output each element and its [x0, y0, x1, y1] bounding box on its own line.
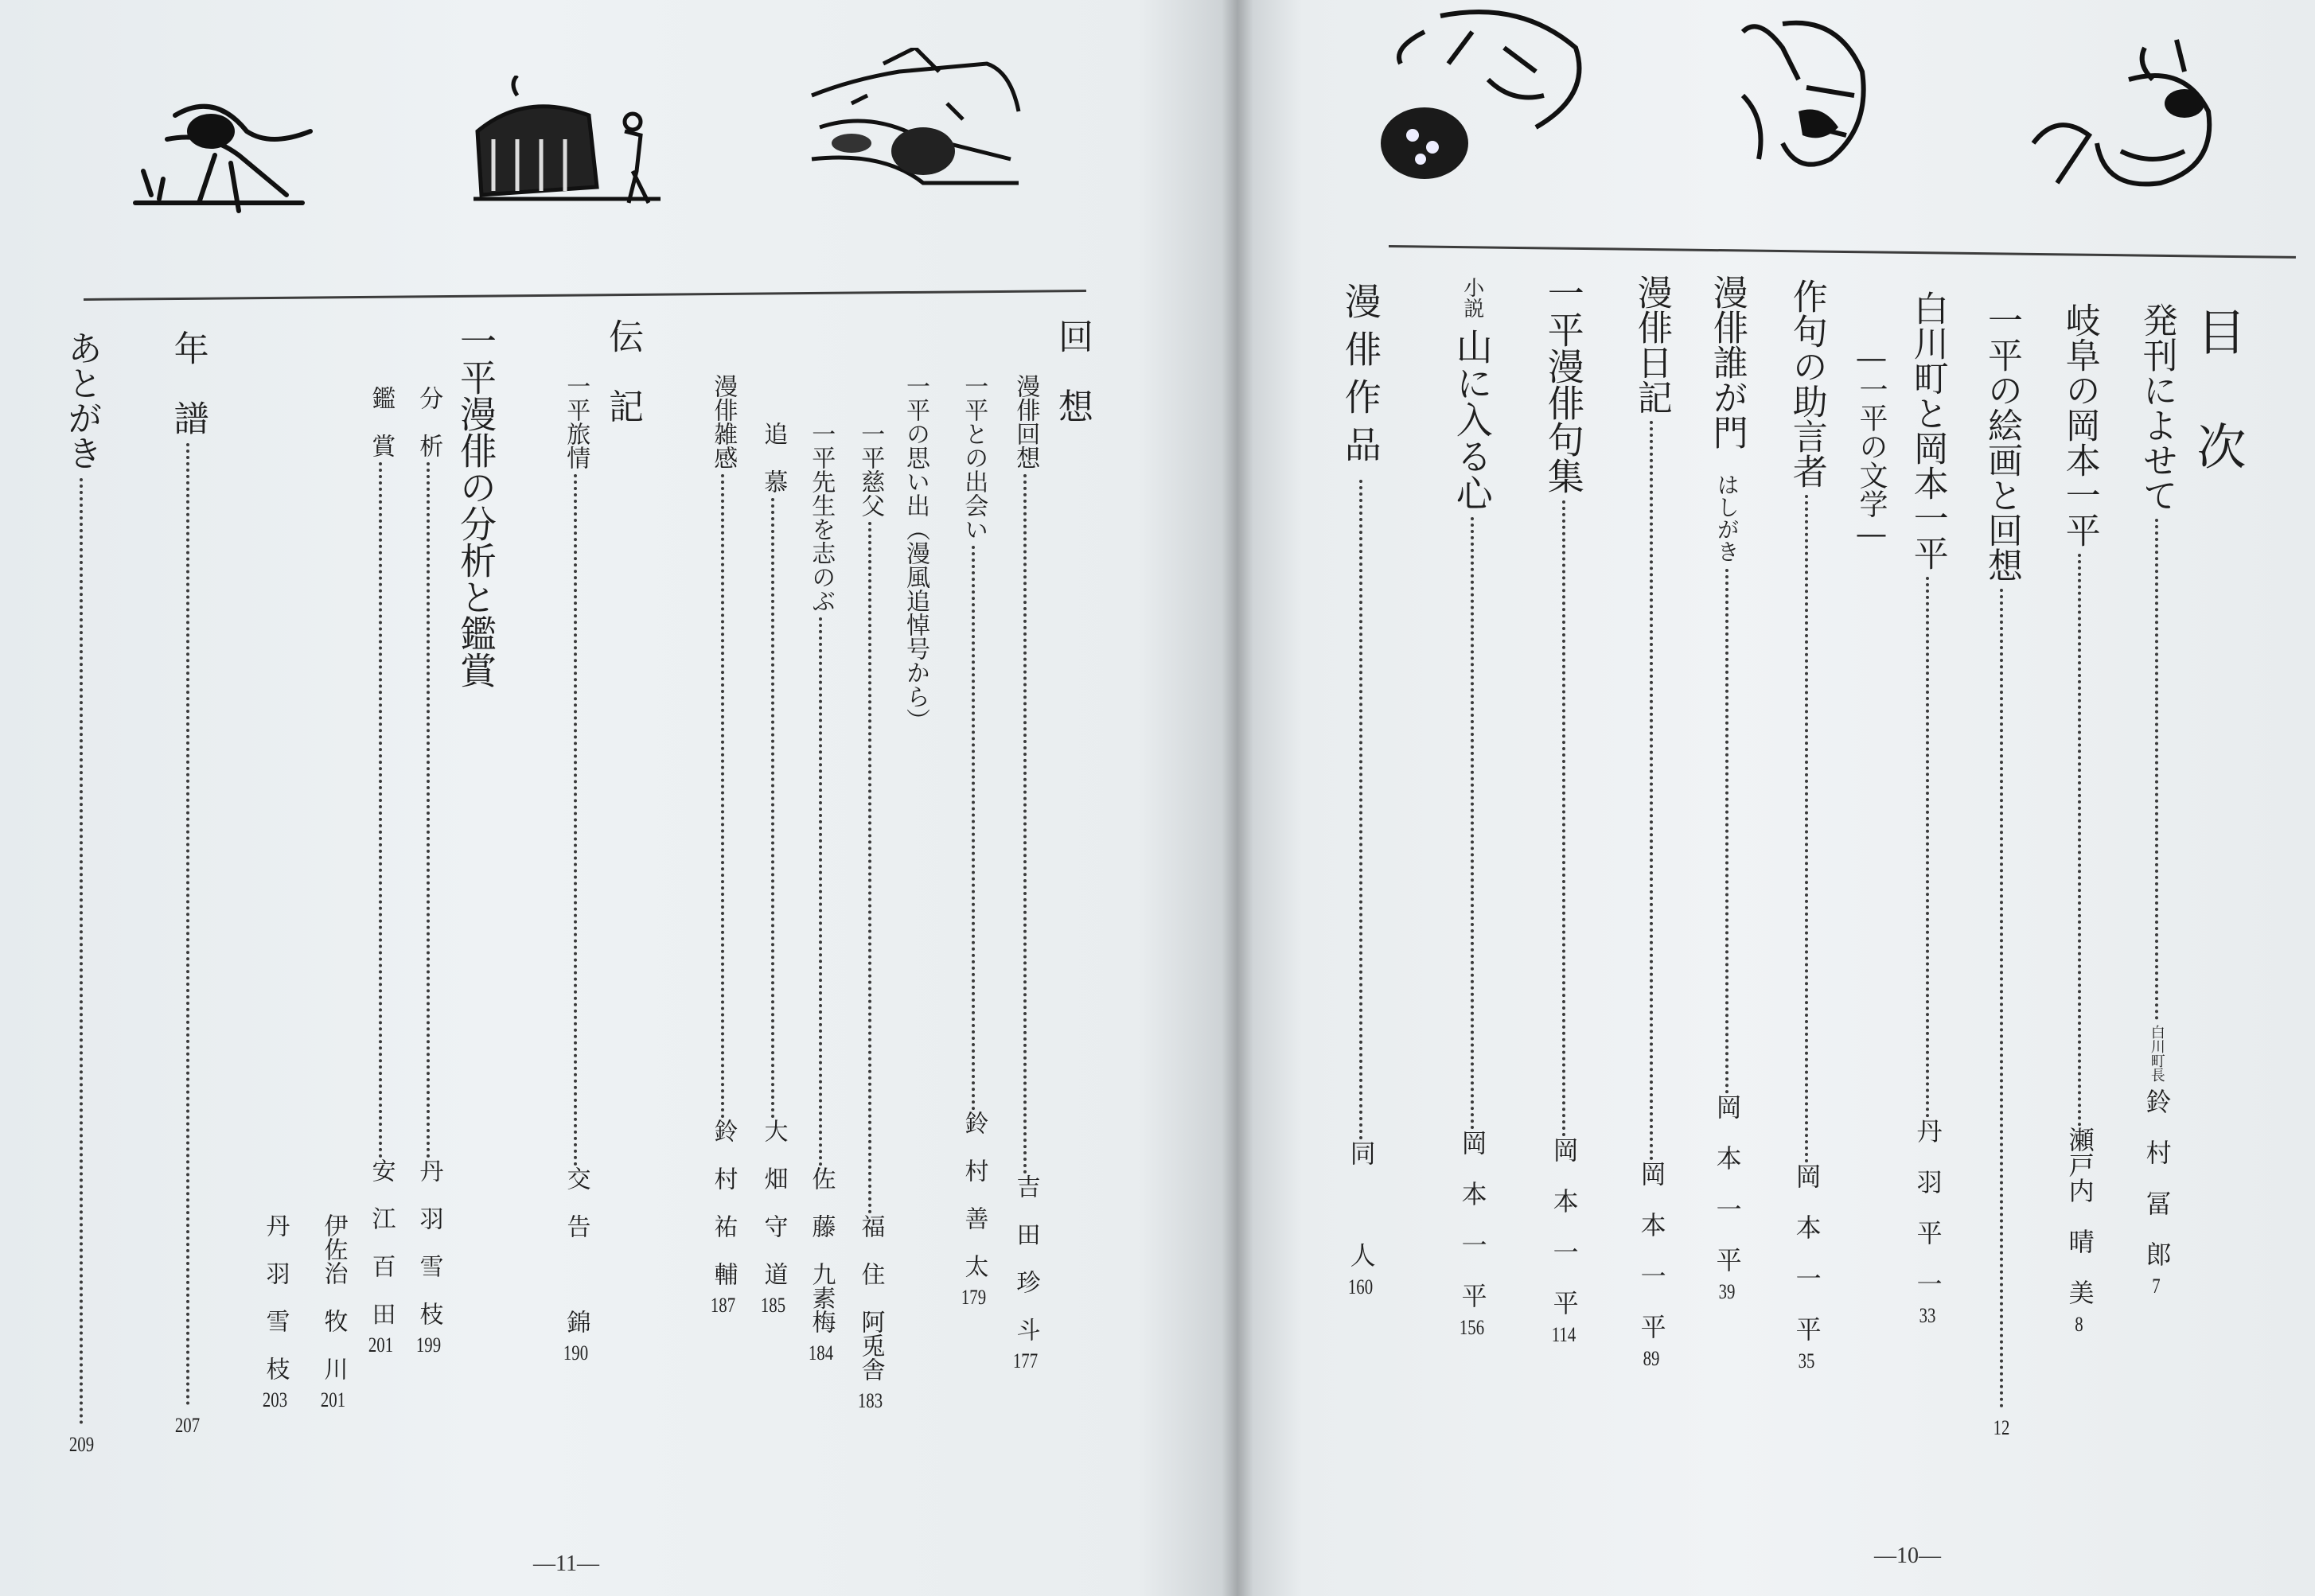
toc-entry [314, 1213, 352, 1412]
toc-entry [754, 422, 792, 1318]
entry-page: 207 [175, 1414, 201, 1437]
dot-leader [1725, 569, 1728, 1094]
entry-title: 一平漫俳句集 [1541, 274, 1585, 494]
dot-leader [721, 474, 724, 1119]
toc-entry-chronology [163, 330, 212, 1438]
entry-title: 漫俳誰が門 [1706, 274, 1748, 450]
entry-page: 160 [1348, 1275, 1374, 1298]
entry-page: 89 [1643, 1347, 1660, 1370]
toc-entry [955, 374, 992, 1310]
entry-author: 丹 羽 雪 枝 [261, 1213, 290, 1380]
entry-page: 201 [368, 1333, 393, 1357]
entry-page: 199 [415, 1333, 441, 1357]
dot-leader [1562, 500, 1565, 1137]
toc-entry [1908, 290, 1947, 1328]
entry-author: 瀬戸内 晴 美 [2064, 1127, 2095, 1305]
entry-page: 8 [2075, 1313, 2083, 1336]
ink-smoking-man-drawing [1727, 0, 1886, 199]
dot-leader [819, 617, 822, 1166]
toc-entry [2060, 302, 2099, 1337]
entry-page: 33 [1919, 1304, 1936, 1327]
entry-author: 安 江 百 田 [367, 1158, 396, 1325]
header-rule [84, 290, 1086, 301]
entry-author: 交 告 錦 [562, 1166, 590, 1333]
entry-title: 一平慈父 [856, 422, 885, 517]
dot-leader [771, 498, 774, 1119]
entry-page: 35 [1798, 1349, 1815, 1372]
dot-leader [1471, 517, 1474, 1130]
entry-title: 発刊によせて [2136, 302, 2177, 512]
entry-page: 203 [262, 1388, 287, 1411]
dot-leader [2155, 519, 2158, 1020]
entry-title: 作句の助言者 [1786, 278, 1827, 489]
ink-spirit-drawing [2025, 32, 2232, 215]
entry-page: 179 [961, 1286, 986, 1309]
entry-author: 佐 藤 九素梅 [807, 1166, 836, 1333]
section-heading-recollection: 回 想 [1052, 318, 1093, 423]
toc-entry [1341, 282, 1381, 1299]
section-heading-chronology: 年 譜 [167, 330, 209, 435]
dot-leader [1023, 474, 1027, 1174]
entry-page: 185 [760, 1294, 785, 1317]
entry-title: 鑑 賞 [367, 386, 396, 457]
entry-page: 187 [710, 1294, 735, 1317]
entry-page: 183 [857, 1389, 883, 1412]
entry-subtitle: はしがき [1713, 473, 1740, 562]
book-gutter [1222, 0, 1253, 1596]
ink-figure-basket-drawing [1377, 0, 1615, 191]
entry-author: 吉 田 珍 斗 [1011, 1174, 1040, 1341]
right-page [1237, 0, 2315, 1596]
entry-title: 分 析 [415, 386, 443, 457]
dot-leader [1650, 421, 1653, 1161]
toc-entry [1982, 302, 2022, 1440]
entry-author: 岡 本 一 平 [1791, 1163, 1822, 1341]
entry-author: 丹 羽 平 一 [1912, 1118, 1943, 1296]
entry-author: 大 畑 守 道 [759, 1119, 788, 1286]
toc-entry [852, 422, 889, 1413]
section-heading-analysis: 一平漫俳の分析と鑑賞 [454, 322, 497, 688]
entry-prefix: 小説 [1460, 277, 1484, 318]
entry-title: 一平の思い出（漫風追悼号から） [902, 374, 930, 732]
entry-page: 7 [2152, 1275, 2161, 1298]
toc-entry [410, 386, 447, 1357]
dot-leader [2000, 589, 2003, 1408]
toc-entry [557, 374, 594, 1365]
entry-author: 岡 本 一 平 [1457, 1130, 1488, 1308]
entry-title: 一平旅情 [562, 374, 590, 469]
toc-entry [902, 374, 930, 732]
dot-leader [868, 522, 871, 1214]
entry-author: 丹 羽 雪 枝 [415, 1158, 443, 1325]
dot-leader [80, 478, 83, 1425]
toc-entry [1541, 274, 1585, 1347]
entry-page: 209 [68, 1433, 94, 1456]
dot-leader [2078, 554, 2081, 1127]
header-rule [1389, 245, 2296, 259]
entry-author: 鈴 村 祐 輔 [709, 1119, 738, 1286]
toc-entry [802, 422, 840, 1365]
toc-entry [1007, 374, 1044, 1373]
entry-page: 39 [1718, 1280, 1736, 1303]
dot-leader [972, 546, 975, 1111]
entry-page: 184 [808, 1341, 833, 1364]
subsection-literature: ―一平の文学― [1855, 342, 1888, 551]
toc-entry [1787, 278, 1826, 1373]
entry-page: 156 [1460, 1316, 1485, 1339]
toc-entry [704, 374, 742, 1318]
entry-title: 一平との出会い [960, 374, 988, 541]
entry-title: 漫俳雑感 [709, 374, 738, 469]
entry-title: 追 慕 [759, 422, 788, 493]
dot-leader [379, 462, 382, 1158]
entry-author: 岡 本 一 平 [1549, 1137, 1580, 1315]
entry-author: 鈴 村 善 太 [960, 1111, 988, 1278]
page-folio: ―11― [533, 1551, 599, 1576]
entry-title: 一平の絵画と回想 [1982, 302, 2022, 582]
entry-title: 一平先生を志のぶ [807, 422, 836, 613]
entry-title: 岐阜の岡本一平 [2059, 302, 2100, 547]
entry-title-group [1450, 277, 1494, 511]
entry-author: 同 人 [1346, 1140, 1377, 1267]
entry-page: 114 [1551, 1323, 1576, 1346]
dot-leader [1926, 577, 1929, 1118]
toc-entry [256, 1213, 294, 1412]
entry-page: 190 [563, 1341, 588, 1364]
entry-title: 山に入る心 [1450, 328, 1494, 511]
entry-author-role: 白川町長 [2148, 1025, 2165, 1082]
toc-heading: 目 次 [2188, 306, 2247, 478]
dot-leader [186, 443, 189, 1406]
toc-entry-afterword [61, 330, 102, 1457]
entry-author: 福 住 阿兎舎 [856, 1214, 885, 1381]
entry-author: 岡 本 一 平 [1636, 1161, 1667, 1339]
toc-entry [1631, 274, 1671, 1371]
entry-author: 岡 本 一 平 [1712, 1094, 1743, 1272]
dot-leader [574, 474, 577, 1166]
entry-title: 漫俳作品 [1339, 282, 1382, 473]
entry-author: 鈴 村 冨 郎 [2142, 1088, 2173, 1267]
entry-page: 177 [1012, 1349, 1038, 1372]
section-heading-biography: 伝 記 [602, 318, 643, 423]
entry-title: 白川町と岡本一平 [1907, 290, 1948, 570]
toc-entry [2137, 302, 2177, 1298]
entry-title: 漫俳回想 [1011, 374, 1040, 469]
entry-author: 伊佐治 牧 川 [319, 1213, 348, 1380]
entry-title: 漫俳日記 [1631, 274, 1672, 415]
ink-figure-drawing [119, 84, 326, 227]
entry-page: 201 [320, 1388, 345, 1411]
dot-leader [1359, 480, 1362, 1140]
section-heading-afterword: あとがき [61, 330, 102, 470]
dot-leader [1805, 495, 1808, 1163]
dot-leader [427, 462, 430, 1158]
ink-hut-drawing [470, 76, 668, 211]
page-folio: ―10― [1874, 1543, 1941, 1568]
entry-page: 12 [1993, 1416, 2010, 1439]
toc-entry [1452, 277, 1492, 1340]
toc-entry [1707, 274, 1747, 1304]
toc-entry [362, 386, 399, 1357]
ink-crowd-drawing [804, 48, 1027, 199]
